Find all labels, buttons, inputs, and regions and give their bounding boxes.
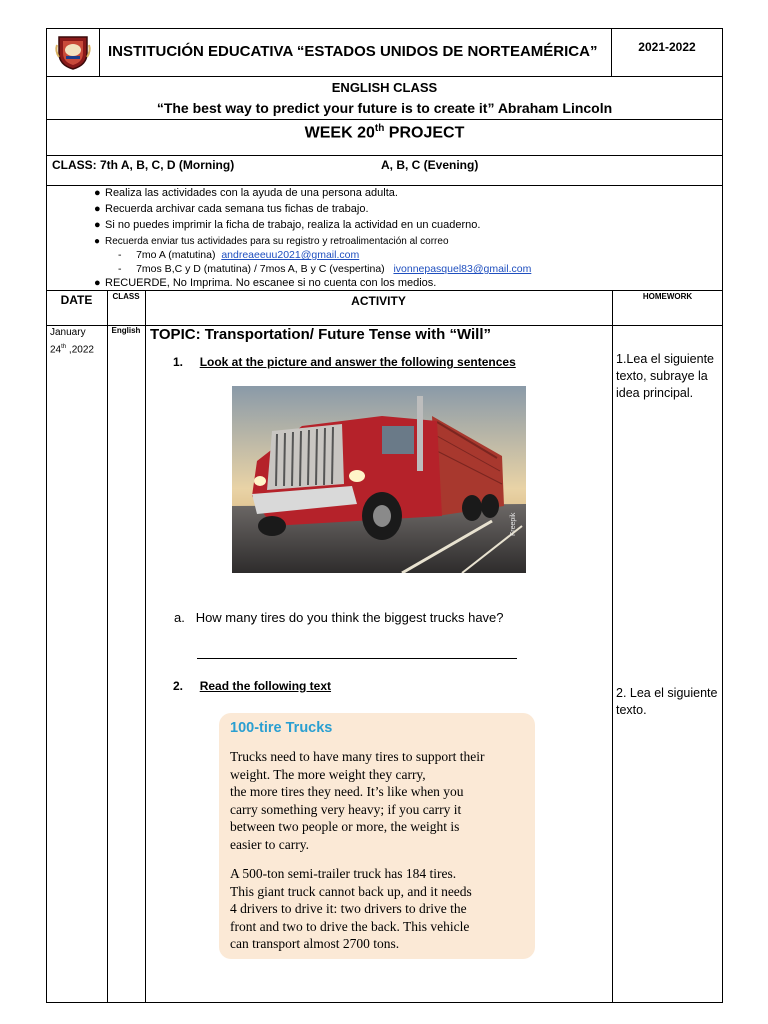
reading-paragraph-2: A 500-ton semi-trailer truck has 184 tires. This giant truck cannot back up, and it needs 4 drivers to drive it: two drivers to drive the front and two to drive the back. This vehicle can transport almost 2700 tons. [230,866,472,952]
topic-title: TOPIC: Transportation/ Future Tense with “Will” [150,326,491,343]
subject-title: ENGLISH CLASS [331,80,438,95]
col-homework: HOMEWORK [642,292,693,301]
class-morning: CLASS: 7th A, B, C, D (Morning) [52,158,235,172]
email-link-2[interactable]: ivonnepasquel83@gmail.com [393,263,532,275]
reading-paragraph-1: Trucks need to have many tires to support their weight. The more weight they carry, the more tires they need. It’s like when you carry something very heavy; if you carry it between two people or more, the weight is easier to carry. [230,749,485,852]
col-date: DATE [60,293,93,307]
date-cell [50,325,94,357]
instruction-item-last: ● RECUERDE, No Imprima. No escanee si no cuenta con los medios. [94,277,437,289]
date-month: January [50,327,86,338]
school-year: 2021-2022 [638,40,696,54]
institution-title: INSTITUCIÓN EDUCATIVA “ESTADOS UNIDOS DE NORTEAMÉRICA” [108,43,598,60]
school-crest-icon [53,31,93,71]
question-1: 1. Look at the picture and answer the following sentences [173,355,516,369]
quote: “The best way to predict your future is to create it” Abraham Lincoln [156,100,613,116]
instruction-sub-2: - 7mos B,C y D (matutina) / 7mos A, B y C (vespertina) ivonnepasquel83@gmail.com [118,263,532,275]
instruction-item: ● Si no puedes imprimir la ficha de trabajo, realiza la actividad en un cuaderno. [94,219,481,231]
homework-2: 2. Lea el siguiente texto. [616,686,718,717]
class-cell: English [111,326,141,335]
col-class: CLASS [112,292,140,301]
instruction-sub-1: - 7mo A (matutina) andreaeeuu2021@gmail.com [118,249,360,261]
instruction-item: ● Realiza las actividades con la ayuda de una persona adulta. [94,187,398,199]
question-a: a. How many tires do you think the biggest trucks have? [174,610,504,625]
question-2: 2. Read the following text [173,679,332,693]
class-evening: A, B, C (Evening) [381,158,479,172]
instruction-item: ● Recuerda archivar cada semana tus fichas de trabajo. [94,203,369,215]
homework-1: 1.Lea el siguiente texto, subraye la idea principal. [616,352,714,400]
instruction-item: ● Recuerda enviar tus actividades para su registro y retroalimentación al correo [94,236,449,247]
email-link-1[interactable]: andreaeeuu2021@gmail.com [221,249,360,261]
week-title: WEEK 20th PROJECT [304,123,465,142]
truck-photo [232,386,526,573]
reading-title: 100-tire Trucks [230,720,333,736]
date-day: 24th ,2022 [50,344,94,356]
instructions-list [94,186,531,291]
col-activity: ACTIVITY [351,294,406,308]
image-credit: Freepik [510,512,517,536]
answer-line[interactable] [197,658,517,659]
